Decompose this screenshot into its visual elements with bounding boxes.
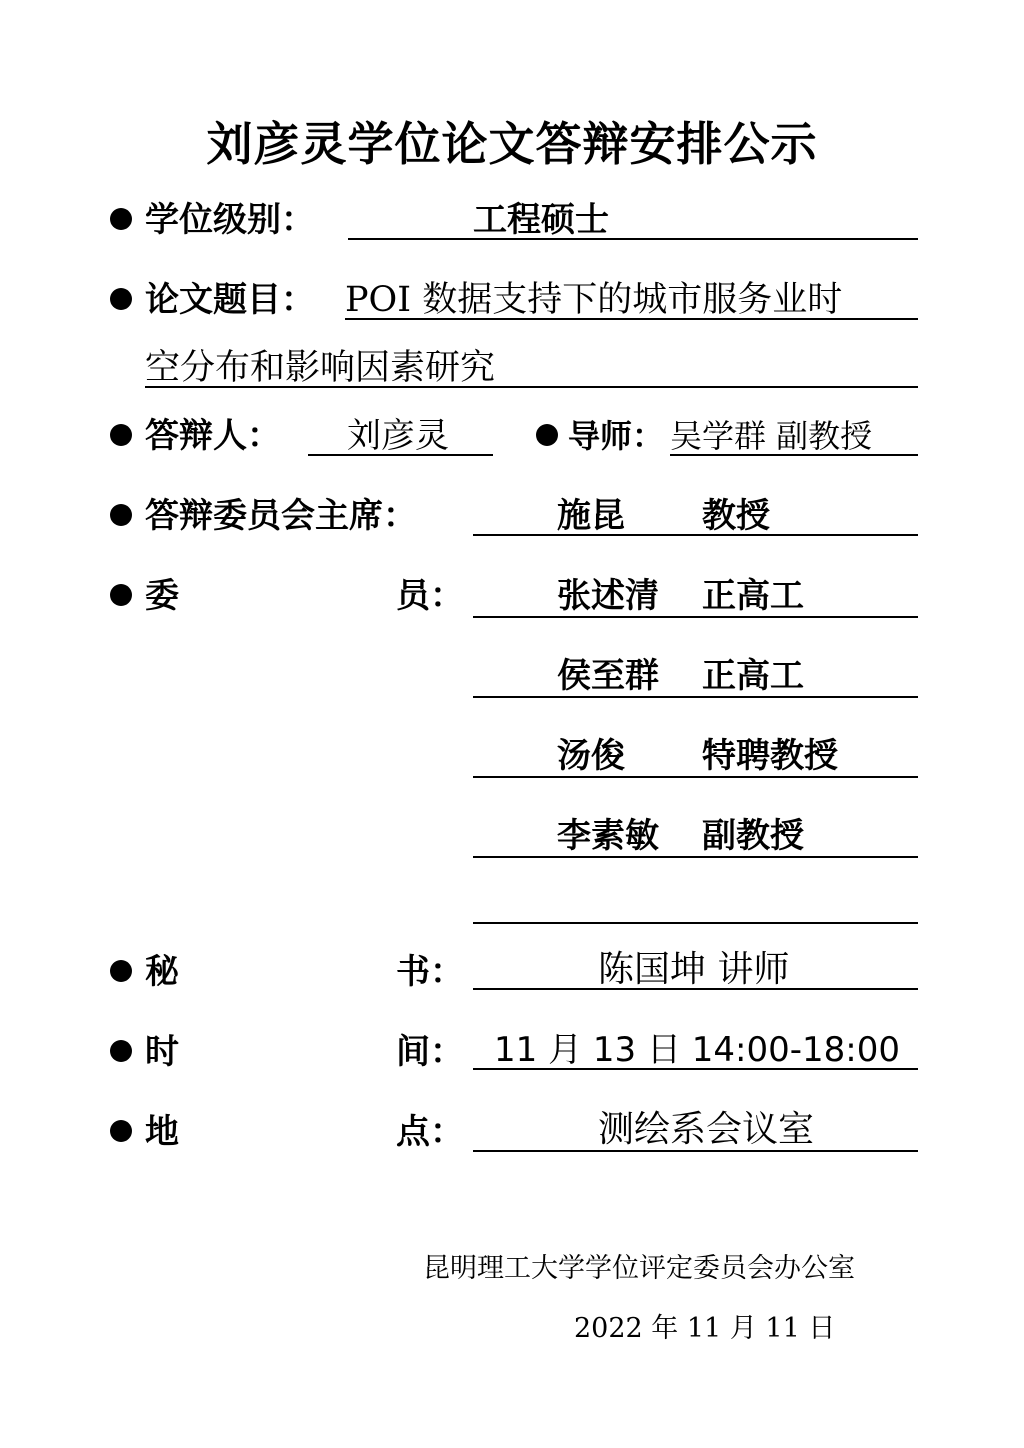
secretary-value: 陈国坤 讲师: [598, 949, 790, 990]
degree-label: 学位级别：: [145, 200, 315, 240]
bullet-icon: [110, 504, 132, 526]
member-title: 副教授: [702, 816, 804, 856]
member-name: 侯至群: [557, 656, 659, 696]
member-underline: [473, 856, 918, 858]
advisor-value: 吴学群 副教授: [670, 417, 873, 455]
defender-value: 刘彦灵: [347, 416, 449, 456]
defender-underline: [308, 454, 493, 456]
bullet-icon: [536, 424, 558, 446]
advisor-label: 导师：: [568, 417, 665, 455]
member-name: 张述清: [557, 576, 659, 616]
bullet-icon: [110, 288, 132, 310]
thesis-title-line2: 空分布和影响因素研究: [145, 348, 496, 388]
issuing-office: 昆明理工大学学位评定委员会办公室: [423, 1253, 855, 1284]
place-value: 测绘系会议室: [598, 1109, 815, 1150]
thesis-label: 论文题目：: [145, 280, 315, 320]
time-underline: [473, 1068, 918, 1070]
place-underline: [473, 1150, 918, 1152]
thesis-title-line1: POI 数据支持下的城市服务业时: [345, 280, 843, 320]
time-label-b: 间：: [396, 1032, 464, 1072]
thesis-underline-1: [345, 318, 918, 320]
page-title: 刘彦灵学位论文答辩安排公示: [206, 117, 818, 171]
place-label-b: 点：: [396, 1112, 464, 1152]
advisor-underline: [670, 454, 918, 456]
member-title: 正高工: [702, 656, 804, 696]
degree-underline: [348, 238, 918, 240]
time-label-a: 时: [145, 1032, 179, 1072]
bullet-icon: [110, 208, 132, 230]
chair-underline: [473, 534, 918, 536]
member-name: 李素敏: [557, 816, 659, 856]
degree-value: 工程硕士: [473, 200, 609, 240]
member-underline: [473, 616, 918, 618]
chair-label: 答辩委员会主席：: [145, 496, 417, 536]
issue-date: 2022 年 11 月 11 日: [574, 1313, 836, 1344]
member-name: 汤俊: [557, 736, 625, 776]
members-label-b: 员：: [396, 576, 464, 616]
member-title: 正高工: [702, 576, 804, 616]
chair-name: 施昆: [557, 496, 625, 536]
member-underline-blank: [473, 922, 918, 924]
chair-title: 教授: [702, 496, 770, 536]
bullet-icon: [110, 960, 132, 982]
bullet-icon: [110, 1040, 132, 1062]
time-value: 11 月 13 日 14:00-18:00: [494, 1030, 900, 1070]
place-label-a: 地: [145, 1112, 179, 1152]
bullet-icon: [110, 584, 132, 606]
member-underline: [473, 696, 918, 698]
member-title: 特聘教授: [702, 736, 838, 776]
thesis-underline-2: [145, 386, 918, 388]
defender-label: 答辩人：: [145, 416, 281, 456]
member-underline: [473, 776, 918, 778]
bullet-icon: [110, 424, 132, 446]
secretary-label-b: 书：: [396, 952, 464, 992]
bullet-icon: [110, 1120, 132, 1142]
secretary-label-a: 秘: [145, 952, 179, 992]
members-label-a: 委: [145, 576, 179, 616]
secretary-underline: [473, 988, 918, 990]
